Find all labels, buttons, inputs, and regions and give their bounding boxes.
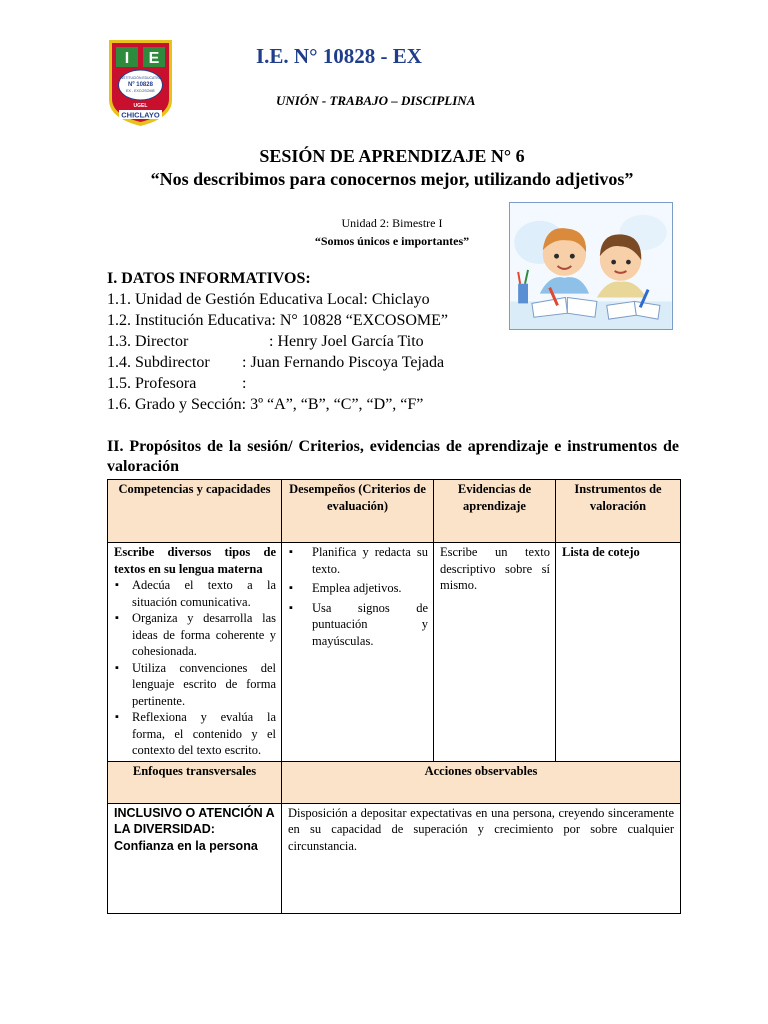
session-title: SESIÓN DE APRENDIZAJE N° 6 bbox=[259, 146, 525, 166]
datos-row-subdirector bbox=[107, 352, 448, 373]
table-header-row bbox=[108, 480, 681, 543]
logo-letter-i: I bbox=[124, 50, 130, 67]
header-instrumentos: Instrumentos de valoración bbox=[556, 480, 681, 543]
header-acciones: Acciones observables bbox=[282, 761, 681, 803]
table-row bbox=[108, 543, 681, 762]
capacidades-list bbox=[114, 577, 276, 759]
datos-value: : Juan Fernando Piscoya Tejada bbox=[242, 354, 445, 371]
datos-label: 1.4. Subdirector bbox=[107, 354, 210, 371]
school-name: I.E. N° 10828 - EX bbox=[256, 44, 422, 68]
desempenos-list bbox=[288, 544, 428, 649]
session-subtitle: “Nos describimos para conocernos mejor, utilizando adjetivos” bbox=[150, 169, 634, 189]
datos-label: 1.1. Unidad de Gestión Educativa Local: Chiclayo bbox=[107, 291, 430, 308]
datos-value: : bbox=[242, 375, 247, 392]
instrumento-cell: Lista de cotejo bbox=[556, 543, 681, 762]
section-2-heading: II. Propósitos de la sesión/ Criterios, evidencias de aprendizaje e instrumentos de valoración bbox=[107, 438, 679, 475]
logo-top-text: INSTITUCIÓN EDUCATIVA bbox=[119, 76, 162, 80]
competencia-text: Escribe diversos tipos de textos en su lengua materna bbox=[114, 545, 276, 576]
enfoques-header-row bbox=[108, 761, 681, 803]
list-item: ▪ Emplea adjetivos. bbox=[288, 580, 428, 597]
accion-cell: Disposición a depositar expectativas en una persona, creyendo sinceramente en su capacidad de superación y crecimiento por sobre cualquier circunstancia. bbox=[282, 803, 681, 913]
datos-value: : Henry Joel García Tito bbox=[269, 333, 424, 350]
header-competencias: Competencias y capacidades bbox=[108, 480, 282, 543]
datos-label: 1.2. Institución Educativa: N° 10828 “EXCOSOME” bbox=[107, 312, 449, 329]
table-row bbox=[108, 803, 681, 913]
kids-studying-illustration bbox=[509, 202, 673, 330]
competencias-cell bbox=[108, 543, 282, 762]
datos-row-grado bbox=[107, 394, 448, 415]
list-item: ▪ Planifica y redacta su texto. bbox=[288, 544, 428, 577]
datos-row-director bbox=[107, 331, 448, 352]
logo-number: Nº 10828 bbox=[128, 82, 153, 88]
header-enfoques: Enfoques transversales bbox=[108, 761, 282, 803]
datos-heading: I. DATOS INFORMATIVOS: bbox=[107, 270, 311, 287]
list-item: ▪ Organiza y desarrolla las ideas de forma coherente y cohesionada. bbox=[114, 610, 276, 660]
evidencia-cell: Escribe un texto descriptivo sobre sí mismo. bbox=[434, 543, 556, 762]
logo-letter-e: E bbox=[148, 50, 160, 67]
datos-label: 1.6. Grado y Sección: 3º “A”, “B”, “C”, “D”, “F” bbox=[107, 396, 424, 413]
list-item: ▪ Reflexiona y evalúa la forma, el contenido y el contexto del texto escrito. bbox=[114, 709, 276, 759]
unit-theme: “Somos únicos e importantes” bbox=[314, 234, 470, 248]
datos-row-ugel bbox=[107, 289, 448, 310]
datos-label: 1.5. Profesora bbox=[107, 375, 197, 392]
datos-informativos bbox=[107, 268, 448, 415]
logo-ugel: UGEL bbox=[133, 103, 148, 109]
enfoque-cell: INCLUSIVO O ATENCIÓN A LA DIVERSIDAD: Confianza en la persona bbox=[108, 803, 282, 913]
propositos-table bbox=[107, 479, 681, 914]
list-item: ▪ Usa signos de puntuación y mayúsculas. bbox=[288, 600, 428, 650]
datos-row-profesora bbox=[107, 373, 448, 394]
unit-label: Unidad 2: Bimestre I bbox=[341, 216, 443, 230]
school-motto: UNIÓN - TRABAJO – DISCIPLINA bbox=[276, 93, 476, 108]
datos-row-institucion bbox=[107, 310, 448, 331]
list-item: ▪ Utiliza convenciones del lenguaje escrito de forma pertinente. bbox=[114, 660, 276, 710]
logo-city: CHICLAYO bbox=[121, 110, 160, 120]
school-crest-logo bbox=[107, 38, 174, 128]
header-evidencias: Evidencias de aprendizaje bbox=[434, 480, 556, 543]
datos-label: 1.3. Director bbox=[107, 333, 189, 350]
header-desempenos: Desempeños (Criterios de evaluación) bbox=[282, 480, 434, 543]
desempenos-cell bbox=[282, 543, 434, 762]
logo-ex: EX - EXCOSOME bbox=[126, 89, 155, 93]
list-item: ▪ Adecúa el texto a la situación comunicativa. bbox=[114, 577, 276, 610]
